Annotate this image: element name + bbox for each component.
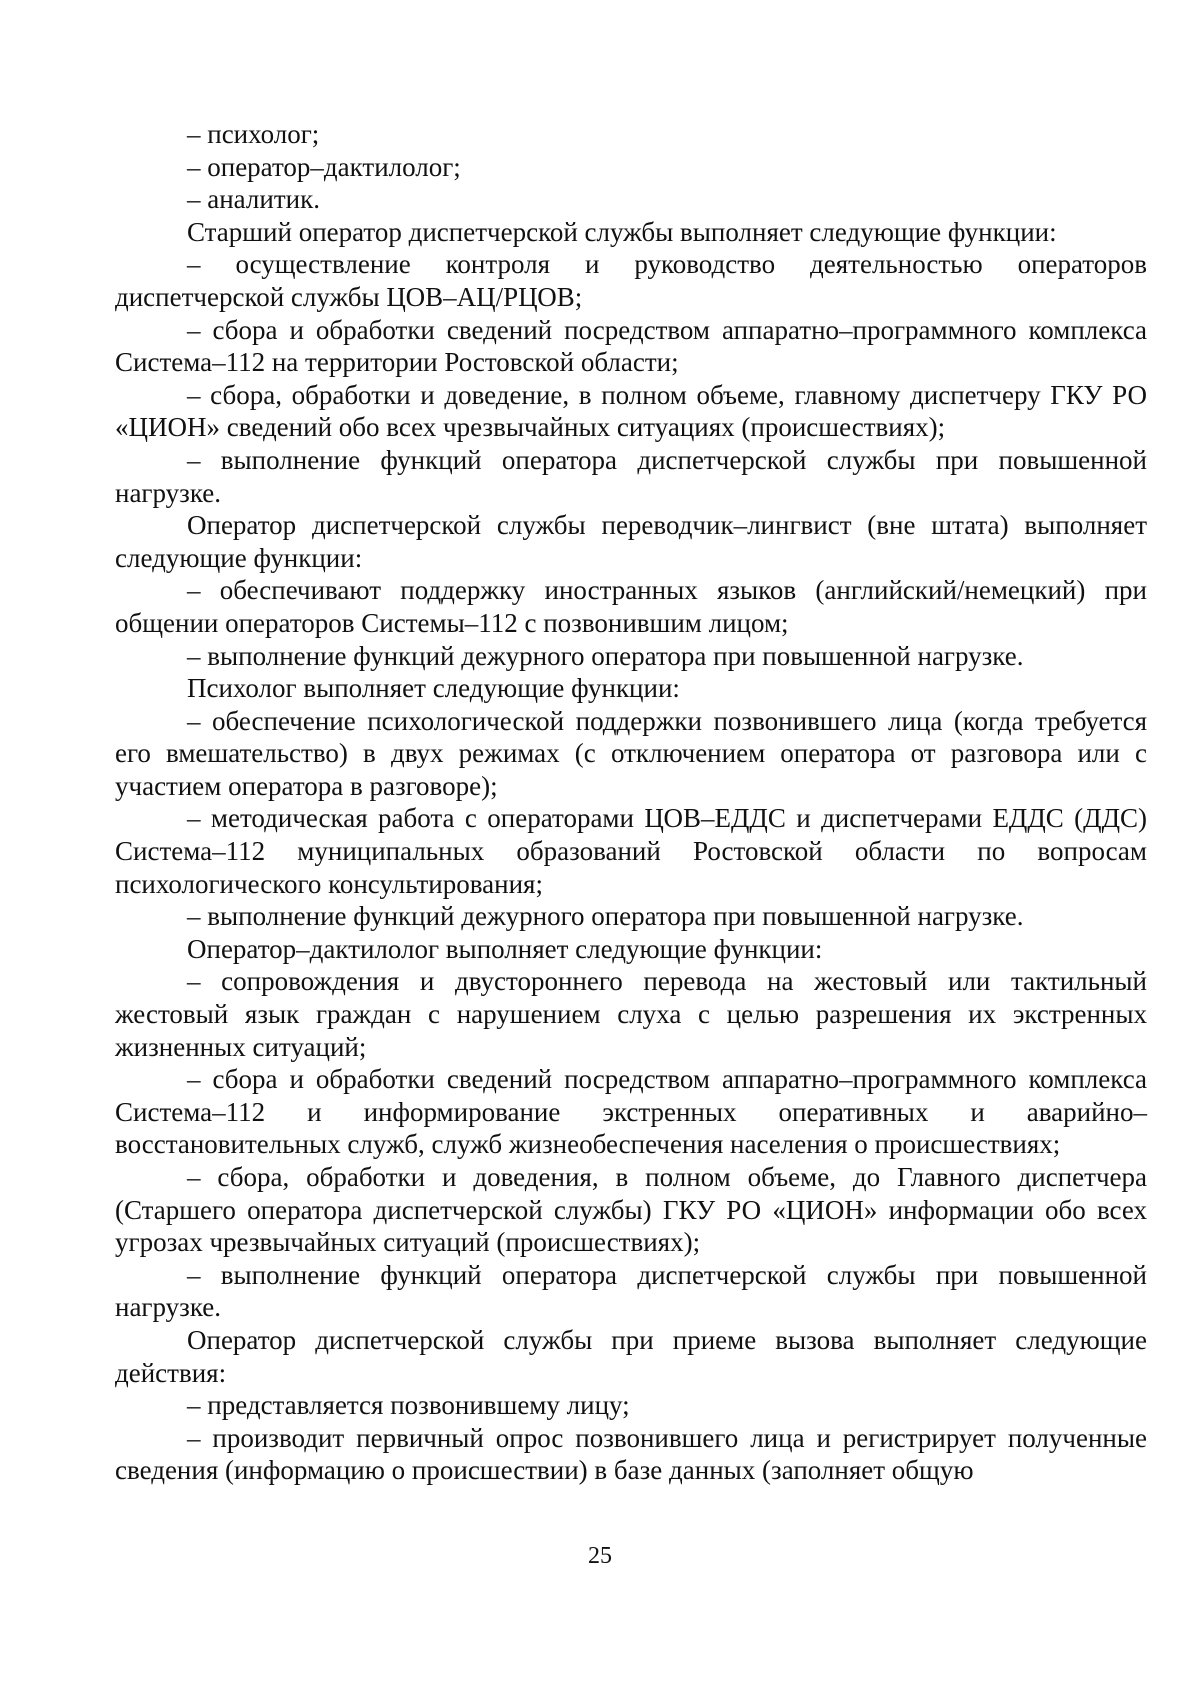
paragraph: Оператор–дактилолог выполняет следующие функции:	[187, 933, 823, 964]
paragraph: Оператор диспетчерской службы переводчик–лингвист (вне штата) выполняет следующие функции:	[115, 510, 1147, 573]
paragraph: – сбора, обработки и доведение, в полном объеме, главному диспетчеру ГКУ РО «ЦИОН» сведений обо всех чрезвычайных ситуациях (происшествиях);	[115, 379, 1147, 443]
paragraph: – выполнение функций оператора диспетчерской службы при повышенной нагрузке.	[115, 1259, 1147, 1323]
page-number: 25	[588, 1543, 612, 1569]
paragraph: – представляется позвонившему лицу;	[187, 1390, 630, 1421]
paragraph: – выполнение функций дежурного оператора при повышенной нагрузке.	[187, 640, 1024, 671]
paragraph: – выполнение функций дежурного оператора при повышенной нагрузке.	[187, 901, 1024, 932]
paragraph: Старший оператор диспетчерской службы выполняет следующие функции:	[187, 216, 1057, 247]
paragraph: – обеспечение психологической поддержки позвонившего лица (когда требуется его вмешательство) в двух режимах (с отключением оператора от разговора или с участием оператора в разговоре);	[115, 705, 1147, 801]
paragraph: – сбора и обработки сведений посредством аппаратно–программного комплекса Система–112 на территории Ростовской области;	[115, 314, 1147, 378]
paragraph: – обеспечивают поддержку иностранных языков (английский/немецкий) при общении операторов Системы–112 с позвонившим лицом;	[115, 575, 1147, 638]
paragraph: Психолог выполняет следующие функции:	[187, 673, 680, 704]
paragraph: – сбора, обработки и доведения, в полном объеме, до Главного диспетчера (Старшего оператора диспетчерской службы) ГКУ РО «ЦИОН» информации обо всех угрозах чрезвычайных ситуаций (происшествиях);	[115, 1162, 1147, 1258]
paragraph: Оператор диспетчерской службы при приеме вызова выполняет следующие действия:	[115, 1324, 1147, 1388]
paragraph: – оператор–дактилолог;	[187, 151, 461, 182]
body-text	[115, 118, 1147, 1487]
paragraph: – осуществление контроля и руководство деятельностью операторов диспетчерской службы ЦОВ–АЦ/РЦОВ;	[115, 249, 1147, 312]
paragraph: – сбора и обработки сведений посредством аппаратно–программного комплекса Система–112 и информирование экстренных оперативных и аварийно–восстановительных служб, служб жизнеобеспечения населения о происшествиях;	[115, 1064, 1147, 1160]
paragraph: – аналитик.	[187, 184, 320, 215]
paragraph: – методическая работа с операторами ЦОВ–ЕДДС и диспетчерами ЕДДС (ДДС) Система–112 муниципальных образований Ростовской области по вопросам психологического консультирования;	[115, 803, 1147, 899]
paragraph: – сопровождения и двустороннего перевода на жестовый или тактильный жестовый язык граждан с нарушением слуха с целью разрешения их экстренных жизненных ситуаций;	[115, 966, 1147, 1062]
paragraph: – выполнение функций оператора диспетчерской службы при повышенной нагрузке.	[115, 444, 1147, 508]
paragraph: – психолог;	[187, 119, 320, 149]
paragraph: – производит первичный опрос позвонившего лица и регистрирует полученные сведения (информацию о происшествии) в базе данных (заполняет общую	[115, 1422, 1147, 1486]
